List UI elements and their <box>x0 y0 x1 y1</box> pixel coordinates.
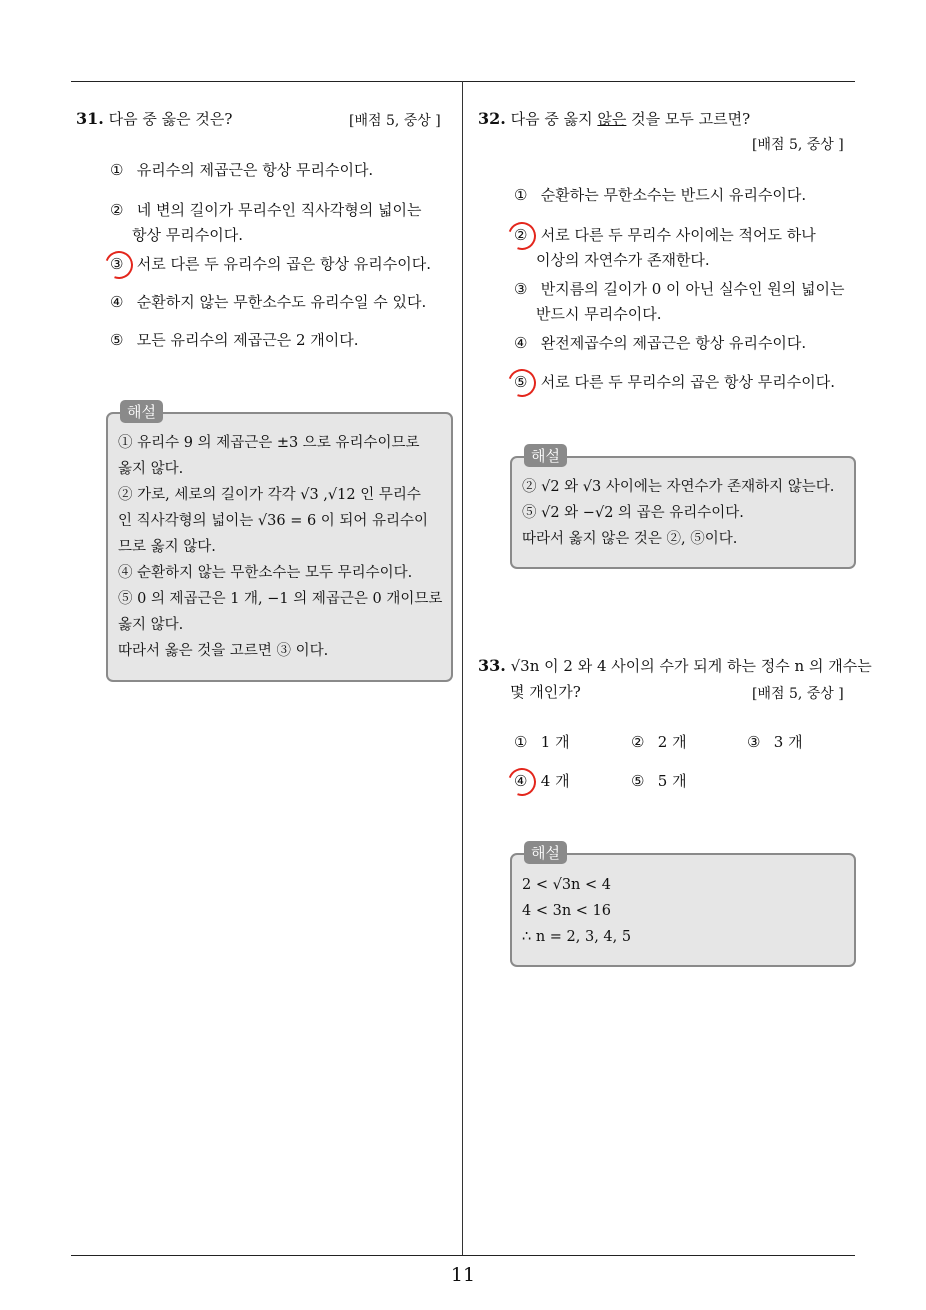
column-divider <box>462 81 463 1256</box>
q32-underlined-word: 않은 <box>597 110 627 128</box>
q33-option-1[interactable]: ① 1 개 <box>514 733 570 751</box>
q33-header <box>478 655 872 677</box>
q32-option-3[interactable]: ③ 반지름의 길이가 0 이 아닌 실수인 원의 넓이는 <box>514 280 845 298</box>
q31-meta: [배점 5, 중상 ] <box>349 113 441 129</box>
q33-solution-line: 4 < 3n < 16 <box>522 903 611 919</box>
q33-meta: [배점 5, 중상 ] <box>752 686 844 702</box>
q31-solution-tag: 해설 <box>120 400 163 423</box>
q31-solution-line: 옳지 않다. <box>118 461 184 477</box>
q33-question-line1: √3n 이 2 와 4 사이의 수가 되게 하는 정수 n 의 개수는 <box>510 657 872 675</box>
q31-solution-line: ① 유리수 9 의 제곱근은 ±3 으로 유리수이므로 <box>118 435 420 451</box>
q32-option-1[interactable]: ① 순환하는 무한소수는 반드시 유리수이다. <box>514 186 807 204</box>
q31-answer-circle <box>100 246 137 283</box>
q31-solution-line: 인 직사각형의 넓이는 √36 = 6 이 되어 유리수이 <box>118 513 429 529</box>
q33-option-3[interactable]: ③ 3 개 <box>747 733 803 751</box>
q31-solution-line: ② 가로, 세로의 길이가 각각 √3 ,√12 인 무리수 <box>118 487 421 503</box>
q31-option-4[interactable]: ④ 순환하지 않는 무한소수도 유리수일 수 있다. <box>110 293 427 311</box>
q32-solution-line: ② √2 와 √3 사이에는 자연수가 존재하지 않는다. <box>522 479 835 495</box>
q32-solution-line: 따라서 옳지 않은 것은 ②, ⑤이다. <box>522 531 738 547</box>
q33-option-2[interactable]: ② 2 개 <box>631 733 687 751</box>
q33-option-5[interactable]: ⑤ 5 개 <box>631 772 687 790</box>
q32-meta: [배점 5, 중상 ] <box>752 137 844 153</box>
q31-solution-line: ④ 순환하지 않는 무한소수는 모두 무리수이다. <box>118 565 413 581</box>
q32-header: 32. 다음 중 옳지 않은 것을 모두 고르면? <box>478 109 751 128</box>
q32-option-2[interactable]: ② 서로 다른 두 무리수 사이에는 적어도 하나 <box>514 226 816 244</box>
q33-number: 33. <box>478 656 506 675</box>
q31-solution-line: 따라서 옳은 것을 고르면 ③ 이다. <box>118 643 329 659</box>
q31-option-2-cont: 항상 무리수이다. <box>132 226 243 244</box>
q31-solution-line: ⑤ 0 의 제곱근은 1 개, −1 의 제곱근은 0 개이므로 <box>118 591 443 607</box>
q31-solution-line: 므로 옳지 않다. <box>118 539 216 555</box>
q32-option-3-cont: 반드시 무리수이다. <box>536 305 662 323</box>
q31-option-5[interactable]: ⑤ 모든 유리수의 제곱근은 2 개이다. <box>110 331 359 349</box>
q32-answer-circle-5 <box>503 364 540 401</box>
q33-solution-line: ∴ n = 2, 3, 4, 5 <box>522 929 632 945</box>
q31-solution-line: 옳지 않다. <box>118 617 184 633</box>
q32-option-4[interactable]: ④ 완전제곱수의 제곱근은 항상 유리수이다. <box>514 334 807 352</box>
q32-number: 32. <box>478 109 506 128</box>
q32-solution-line: ⑤ √2 와 −√2 의 곱은 유리수이다. <box>522 505 744 521</box>
q31-question: 다음 중 옳은 것은? <box>108 110 233 128</box>
q31-header <box>76 108 232 130</box>
q31-option-3[interactable]: ③ 서로 다른 두 유리수의 곱은 항상 유리수이다. <box>110 255 431 273</box>
q32-option-5[interactable]: ⑤ 서로 다른 두 무리수의 곱은 항상 무리수이다. <box>514 373 835 391</box>
top-rule <box>71 81 855 82</box>
q31-number: 31. <box>76 109 104 128</box>
q33-question-line2: 몇 개인가? <box>510 683 581 701</box>
q32-option-2-cont: 이상의 자연수가 존재한다. <box>536 251 710 269</box>
q33-option-4[interactable]: ④ 4 개 <box>514 772 570 790</box>
q33-solution-tag: 해설 <box>524 841 567 864</box>
q32-solution-tag: 해설 <box>524 444 567 467</box>
q33-answer-circle <box>503 763 540 800</box>
q31-option-2[interactable]: ② 네 변의 길이가 무리수인 직사각형의 넓이는 <box>110 201 422 219</box>
q31-option-1[interactable]: ① 유리수의 제곱근은 항상 무리수이다. <box>110 161 374 179</box>
q33-solution-line: 2 < √3n < 4 <box>522 877 611 893</box>
bottom-rule <box>71 1255 855 1256</box>
page-number: 11 <box>450 1264 476 1286</box>
